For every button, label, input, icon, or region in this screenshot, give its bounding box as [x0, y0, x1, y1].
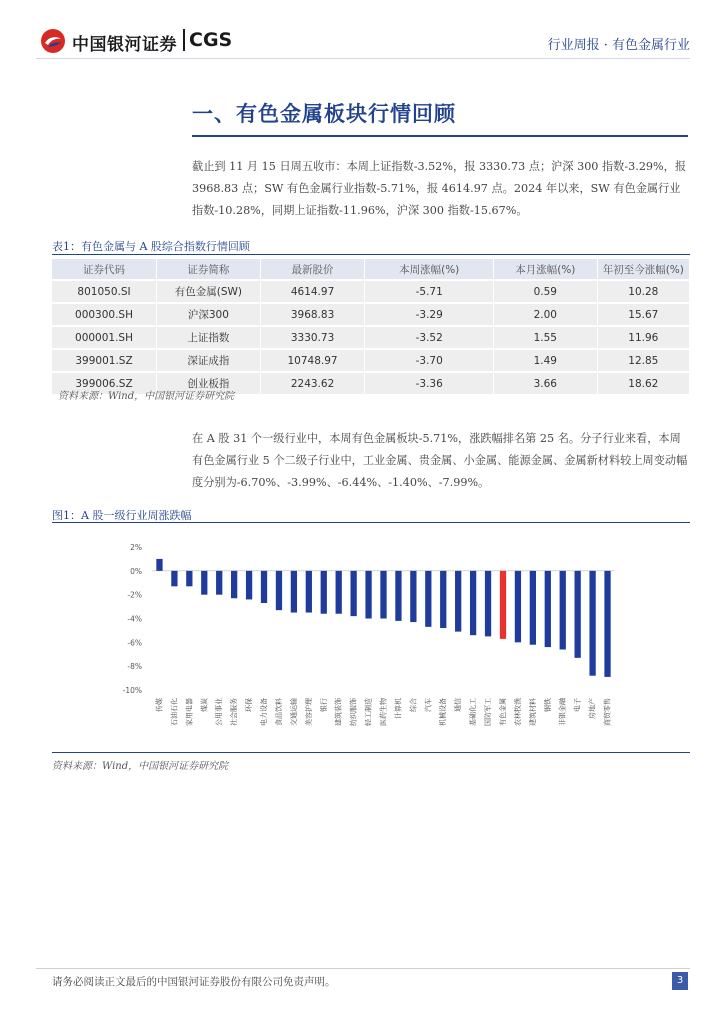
figure-bottom-rule: [52, 752, 690, 753]
x-tick-label: 银行: [319, 698, 328, 712]
table-cell: 18.62: [598, 373, 690, 394]
bar: [231, 571, 237, 598]
bar: [336, 571, 342, 614]
x-tick-label: 煤炭: [200, 698, 209, 712]
x-tick-label: 计算机: [394, 698, 403, 719]
bar: [216, 571, 222, 595]
bar: [291, 571, 297, 613]
y-tick-label: -4%: [127, 614, 142, 624]
bar: [545, 571, 551, 647]
table-header-row: [52, 259, 690, 279]
x-tick-label: 社会服务: [230, 698, 239, 726]
table-cell: 上证指数: [157, 327, 261, 348]
y-tick-label: -10%: [122, 686, 142, 695]
table-cell: 1.55: [494, 327, 598, 348]
x-tick-label: 家用电器: [185, 698, 194, 726]
table-cell: 11.96: [598, 327, 690, 348]
bar: [321, 571, 327, 614]
logo-icon: [40, 28, 66, 54]
industry-weekly-change-chart: [110, 535, 630, 740]
x-tick-label: 环保: [245, 698, 254, 712]
section-underline: [192, 135, 688, 137]
footer-divider: [36, 968, 690, 969]
bar: [440, 571, 446, 628]
table-cell: -5.71: [365, 281, 494, 302]
bar: [560, 571, 566, 650]
table-source: 资料来源：Wind，中国银河证券研究院: [58, 391, 235, 402]
table-top-rule: [52, 254, 690, 255]
table-cell: -3.29: [365, 304, 494, 325]
table-cell: 000001.SH: [52, 327, 157, 348]
bar: [365, 571, 371, 619]
disclaimer-note: 请务必阅读正文最后的中国银河证券股份有限公司免责声明。: [52, 976, 336, 988]
header-cell: 最新股价: [261, 259, 366, 279]
table-cell: 1.49: [494, 350, 598, 371]
x-tick-label: 汽车: [424, 698, 433, 712]
figure-caption: 图1：A 股一级行业周涨跌幅: [52, 509, 192, 522]
table-cell: 399001.SZ: [52, 350, 157, 371]
y-tick-label: -6%: [127, 638, 142, 648]
table-cell: -3.36: [365, 373, 494, 394]
bar: [350, 571, 356, 616]
table-cell: 10748.97: [261, 350, 366, 371]
table-cell: 2.00: [494, 304, 598, 325]
x-tick-label: 公用事业: [215, 698, 224, 726]
x-tick-label: 医药生物: [379, 698, 388, 726]
x-tick-label: 机械设备: [439, 698, 448, 726]
x-tick-label: 传媒: [155, 698, 164, 712]
table-cell: 沪深300: [157, 304, 261, 325]
logo-text: 中国银河证券: [72, 35, 177, 55]
table-cell: 3.66: [494, 373, 598, 394]
x-tick-label: 农林牧渔: [513, 698, 522, 726]
table-cell: 0.59: [494, 281, 598, 302]
table-cell: 4614.97: [261, 281, 366, 302]
table-cell: -3.70: [365, 350, 494, 371]
logo-divider: [183, 29, 185, 51]
x-tick-label: 基础化工: [469, 698, 478, 726]
bar: [515, 571, 521, 643]
x-tick-label: 电子: [573, 698, 582, 712]
x-tick-label: 美容护理: [304, 698, 313, 726]
report-type: 行业周报 · 有色金属行业: [547, 38, 690, 53]
x-tick-label: 建筑材料: [528, 698, 537, 726]
figure-top-rule: [52, 522, 690, 523]
bar: [500, 571, 506, 639]
x-tick-label: 房地产: [588, 698, 597, 719]
x-tick-label: 有色金属: [498, 698, 507, 726]
x-tick-label: 建筑装饰: [334, 698, 343, 726]
header-divider: [36, 58, 690, 59]
header-cell: 证券代码: [52, 259, 157, 279]
bar: [470, 571, 476, 635]
header-cell: 本周涨幅(%): [365, 259, 494, 279]
section-title: 一、有色金属板块行情回顾: [192, 101, 456, 126]
table-row: [52, 281, 690, 302]
bar: [380, 571, 386, 619]
bar: [261, 571, 267, 603]
x-tick-label: 综合: [409, 698, 418, 712]
x-tick-label: 交通运输: [289, 698, 298, 726]
table-cell: 3968.83: [261, 304, 366, 325]
industry-ranking-paragraph: 在 A 股 31 个一级行业中，本周有色金属板块-5.71%，涨跌幅排名第 25 名。分子行业来看，本周有色金属行业 5 个二级子行业中，工业金属、贵金属、小金属、能源金属、金属新材料较上周变动幅度分别为-6.70%、-3.99%、-6.44%、-1.40%、-7.99%。: [192, 432, 688, 489]
x-tick-label: 通信: [454, 698, 463, 712]
x-tick-label: 商贸零售: [603, 698, 612, 726]
bar: [455, 571, 461, 632]
figure-source: 资料来源：Wind，中国银河证券研究院: [52, 761, 229, 772]
bar: [425, 571, 431, 627]
header-cell: 年初至今涨幅(%): [598, 259, 690, 279]
table-cell: 2243.62: [261, 373, 366, 394]
table-cell: 12.85: [598, 350, 690, 371]
table-cell: 有色金属(SW): [157, 281, 261, 302]
logo-abbr: CGS: [189, 29, 233, 51]
table-cell: 深证成指: [157, 350, 261, 371]
x-tick-label: 轻工制造: [364, 698, 373, 726]
bar: [575, 571, 581, 658]
bar: [246, 571, 252, 600]
bar: [589, 571, 595, 676]
x-tick-label: 食品饮料: [274, 698, 283, 726]
y-tick-label: 0%: [130, 566, 142, 576]
header-cell: 证券简称: [157, 259, 261, 279]
x-tick-label: 石油石化: [170, 698, 179, 726]
x-tick-label: 纺织服饰: [349, 698, 358, 726]
bar: [306, 571, 312, 613]
header-cell: 本月涨幅(%): [494, 259, 598, 279]
x-tick-label: 电力设备: [260, 698, 269, 726]
table-cell: 000300.SH: [52, 304, 157, 325]
table-cell: 15.67: [598, 304, 690, 325]
bar: [171, 571, 177, 586]
x-tick-label: 非银金融: [558, 698, 567, 726]
table-row: [52, 327, 690, 348]
table-cell: -3.52: [365, 327, 494, 348]
bar: [395, 571, 401, 621]
bar: [186, 571, 192, 586]
bar: [485, 571, 491, 637]
bar: [276, 571, 282, 610]
table-row: [52, 350, 690, 371]
market-summary-paragraph: 截止到 11 月 15 日周五收市：本周上证指数-3.52%，报 3330.73 点；沪深 300 指数-3.29%，报 3968.83 点；SW 有色金属行业指数-5.71%，报 4614.97 点。2024 年以来，SW 有色金属行业指数-10.28%，同期上证指数-11.96%，沪深 300 指数-15.67%。: [192, 160, 687, 217]
table-caption: 表1：有色金属与 A 股综合指数行情回顾: [52, 240, 250, 253]
table-cell: 399006.SZ: [52, 373, 157, 394]
table-cell: 3330.73: [261, 327, 366, 348]
bar: [201, 571, 207, 595]
table-cell: 10.28: [598, 281, 690, 302]
table-cell: 801050.SI: [52, 281, 157, 302]
table-row: [52, 304, 690, 325]
index-performance-table: [52, 257, 690, 396]
x-tick-label: 钢铁: [543, 698, 552, 712]
page-number: 3: [672, 972, 688, 990]
bar: [410, 571, 416, 622]
table-cell: 创业板指: [157, 373, 261, 394]
x-tick-label: 国防军工: [484, 698, 493, 726]
bar: [604, 571, 610, 677]
y-tick-label: -8%: [127, 662, 142, 672]
y-tick-label: 2%: [130, 543, 142, 552]
bar: [530, 571, 536, 645]
bar: [156, 559, 162, 571]
y-tick-label: -2%: [127, 590, 142, 600]
